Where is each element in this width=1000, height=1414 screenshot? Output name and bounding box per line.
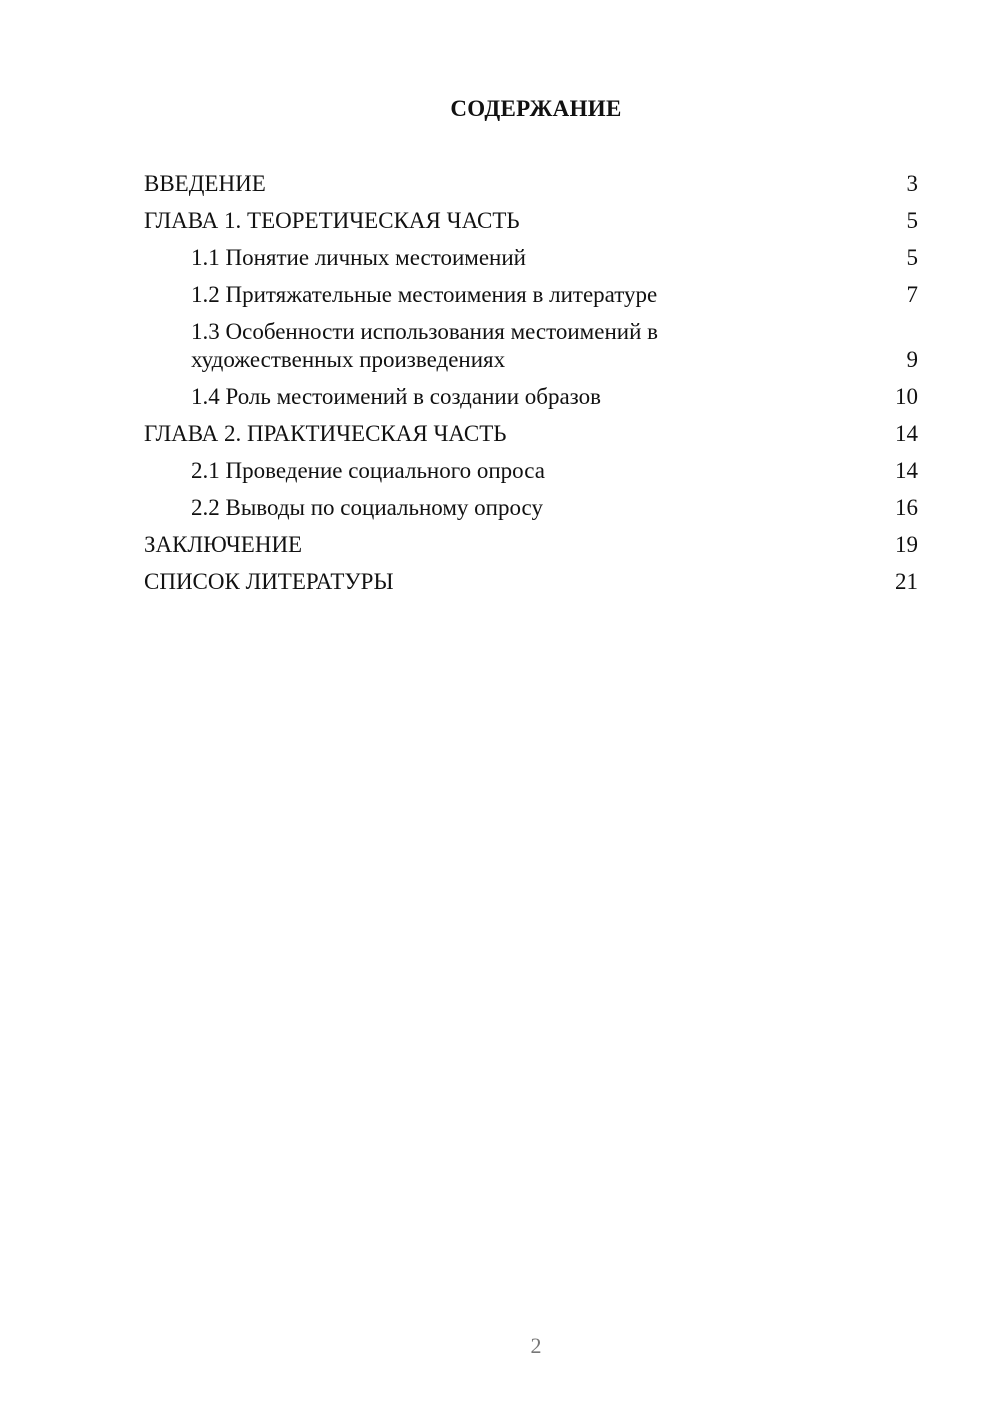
page-number: 2 <box>530 1333 542 1358</box>
toc-entry-title: 1.4 Роль местоимений в создании образов <box>191 384 601 409</box>
toc-entry-title: ГЛАВА 1. ТЕОРЕТИЧЕСКАЯ ЧАСТЬ <box>144 208 520 233</box>
toc-entry-section-1-2 <box>144 281 918 309</box>
toc-entry-introduction <box>144 170 918 198</box>
toc-entry-bibliography <box>144 568 918 596</box>
toc-entry-title: ГЛАВА 2. ПРАКТИЧЕСКАЯ ЧАСТЬ <box>144 421 507 446</box>
toc-entry-page: 5 <box>906 245 918 270</box>
toc-entry-page: 10 <box>895 384 918 409</box>
toc-entry-page: 7 <box>906 282 918 307</box>
toc-entry-page: 14 <box>895 458 918 483</box>
toc-entry-page: 16 <box>895 495 918 520</box>
toc-heading: СОДЕРЖАНИЕ <box>450 96 622 121</box>
toc-entry-title: 1.1 Понятие личных местоимений <box>191 245 526 270</box>
toc-entry-conclusion <box>144 531 918 559</box>
table-of-contents <box>144 170 918 605</box>
toc-entry-title: 1.2 Притяжательные местоимения в литературе <box>191 282 658 307</box>
toc-entry-page: 9 <box>906 347 918 372</box>
toc-entry-title: ЗАКЛЮЧЕНИЕ <box>144 532 303 557</box>
toc-entry-page: 21 <box>895 569 918 594</box>
toc-entry-section-2-2 <box>144 494 918 522</box>
toc-entry-section-1-3 <box>144 318 918 374</box>
toc-entry-page: 14 <box>895 421 918 446</box>
toc-entry-title: 2.1 Проведение социального опроса <box>191 458 545 483</box>
toc-entry-title: 1.3 Особенности использования местоимений в художественных произведениях <box>191 319 658 372</box>
toc-entry-page: 5 <box>906 208 918 233</box>
toc-entry-section-1-1 <box>144 244 918 272</box>
toc-entry-title: 2.2 Выводы по социальному опросу <box>191 495 543 520</box>
toc-entry-page: 19 <box>895 532 918 557</box>
toc-entry-page: 3 <box>906 171 918 196</box>
toc-entry-title: СПИСОК ЛИТЕРАТУРЫ <box>144 569 394 594</box>
toc-entry-section-1-4 <box>144 383 918 411</box>
toc-entry-chapter-2 <box>144 420 918 448</box>
toc-entry-title: ВВЕДЕНИЕ <box>144 171 266 196</box>
toc-entry-chapter-1 <box>144 207 918 235</box>
toc-entry-section-2-1 <box>144 457 918 485</box>
